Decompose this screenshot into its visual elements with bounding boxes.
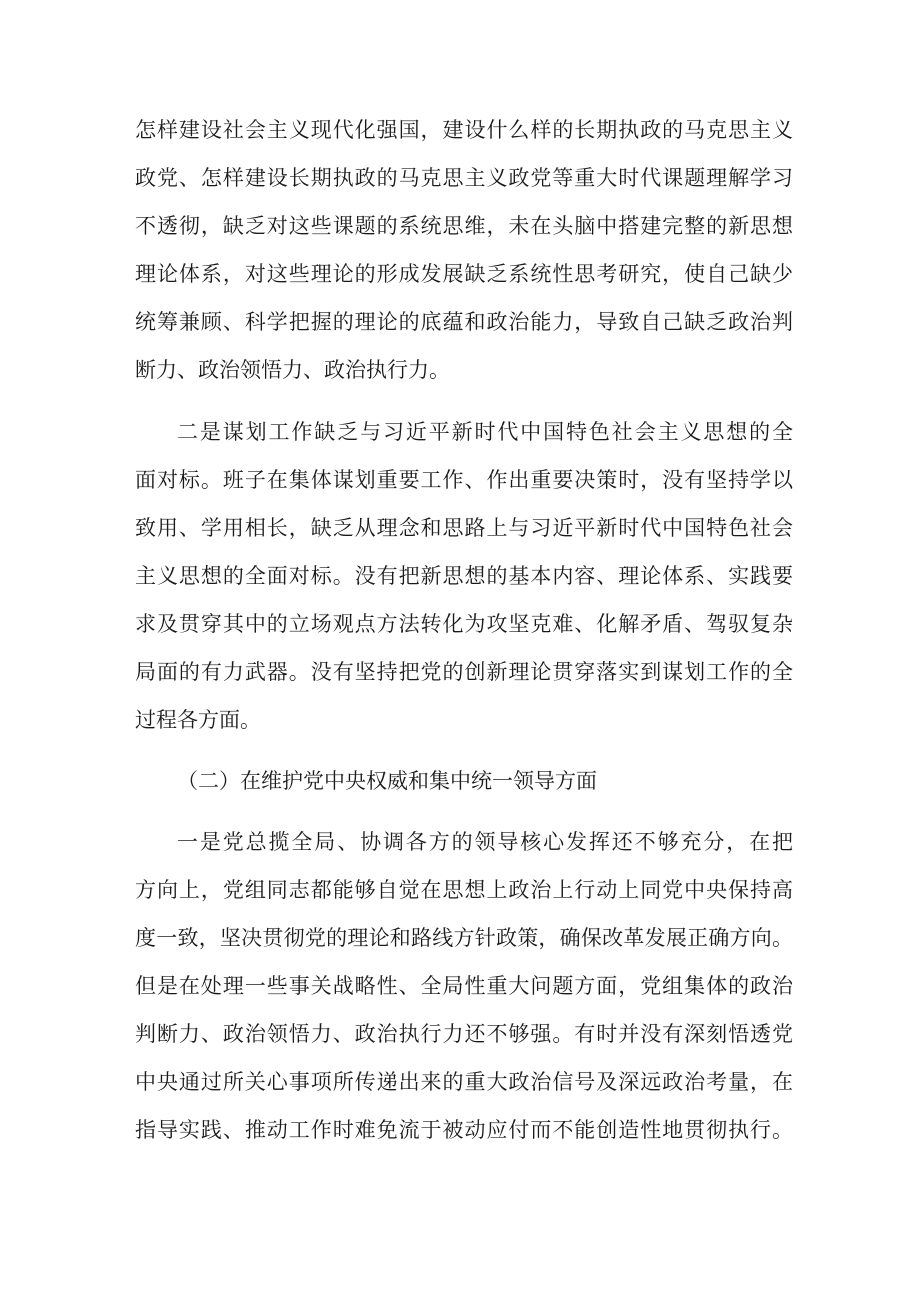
text-line: 过程各方面。 [135, 708, 261, 732]
text-line: 怎样建设社会主义现代化强国，建设什么样的长期执政的马克思主义 [135, 118, 793, 142]
text-line: 中央通过所关心事项所传递出来的重大政治信号及深远政治考量，在 [135, 1070, 793, 1094]
section-heading: （二）在维护党中央权威和集中统一领导方面 [177, 769, 597, 793]
text-line: 面对标。班子在集体谋划重要工作、作出重要决策时，没有坚持学以 [135, 468, 793, 492]
text-line: 指导实践、推动工作时难免流于被动应付而不能创造性地贯彻执行。 [135, 1118, 793, 1142]
text-line: 统筹兼顾、科学把握的理论的底蕴和政治能力，导致自己缺乏政治判 [135, 310, 793, 334]
text-line: 局面的有力武器。没有坚持把党的创新理论贯穿落实到谋划工作的全 [135, 660, 793, 684]
text-line: 但是在处理一些事关战略性、全局性重大问题方面，党组集体的政治 [135, 974, 793, 998]
text-line: 断力、政治领悟力、政治执行力。 [135, 358, 450, 382]
text-line: 理论体系，对这些理论的形成发展缺乏系统性思考研究，使自己缺少 [135, 262, 793, 286]
text-line: 判断力、政治领悟力、政治执行力还不够强。有时并没有深刻悟透党 [135, 1022, 793, 1046]
text-line: 政党、怎样建设长期执政的马克思主义政党等重大时代课题理解学习 [135, 166, 793, 190]
text-line: 方向上，党组同志都能够自觉在思想上政治上行动上同党中央保持高 [135, 878, 793, 902]
text-line: 不透彻，缺乏对这些课题的系统思维，未在头脑中搭建完整的新思想 [135, 214, 793, 238]
text-line: 二是谋划工作缺乏与习近平新时代中国特色社会主义思想的全 [177, 420, 793, 444]
text-line: 一是党总揽全局、协调各方的领导核心发挥还不够充分，在把 [177, 830, 793, 854]
text-line: 致用、学用相长，缺乏从理念和思路上与习近平新时代中国特色社会 [135, 516, 793, 540]
text-line: 度一致，坚决贯彻党的理论和路线方针政策，确保改革发展正确方向。 [135, 926, 793, 950]
text-line: 主义思想的全面对标。没有把新思想的基本内容、理论体系、实践要 [135, 564, 793, 588]
text-line: 求及贯穿其中的立场观点方法转化为攻坚克难、化解矛盾、驾驭复杂 [135, 612, 793, 636]
